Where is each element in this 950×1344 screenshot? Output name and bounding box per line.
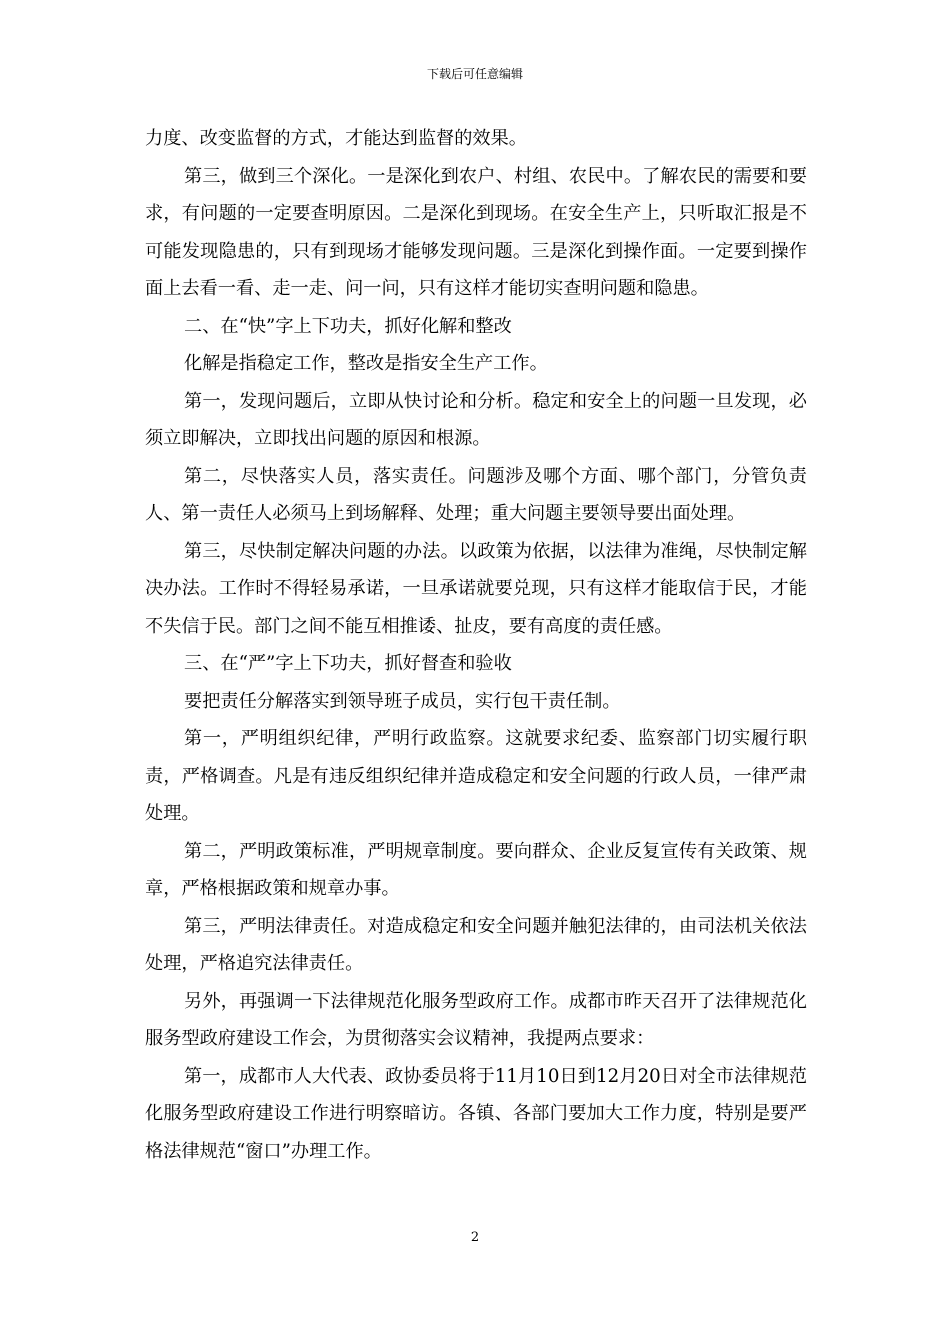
page-header: 下载后可任意编辑 bbox=[426, 67, 523, 81]
paragraph: 第三，做到三个深化。一是深化到农户、村组、农民中。了解农民的需要和要求，有问题的一定要查明原因。二是深化到现场。在安全生产上，只听取汇报是不可能发现隐患的，只有到现场才能够发现问题。三是深化到操作面。一定要到操作面上去看一看、走一走、问一问，只有这样才能切实查明问题和隐患。 bbox=[145, 165, 807, 299]
paragraph: 第三，尽快制定解决问题的办法。以政策为依据，以法律为准绳，尽快制定解决办法。工作时不得轻易承诺，一旦承诺就要兑现，只有这样才能取信于民，才能不失信于民。部门之间不能互相推诿、扯皮，要有高度的责任感。 bbox=[145, 540, 807, 637]
section-heading: 二、在“快”字上下功夫，抓好化解和整改 bbox=[184, 315, 512, 337]
paragraph: 第二，尽快落实人员，落实责任。问题涉及哪个方面、哪个部门，分管负责人、第一责任人必须马上到场解释、处理；重大问题主要领导要出面处理。 bbox=[145, 465, 807, 524]
paragraph: 第一，成都市人大代表、政协委员将于11月10日到12月20日对全市法律规范化服务型政府建设工作进行明察暗访。各镇、各部门要加大工作力度，特别是要严格法律规范“窗口”办理工作。 bbox=[145, 1065, 807, 1162]
document-body bbox=[145, 120, 807, 1170]
paragraph-continuation: 力度、改变监督的方式，才能达到监督的效果。 bbox=[145, 128, 527, 149]
paragraph: 要把责任分解落实到领导班子成员，实行包干责任制。 bbox=[184, 690, 621, 712]
paragraph: 第一，发现问题后，立即从快讨论和分析。稳定和安全上的问题一旦发现，必须立即解决，立即找出问题的原因和根源。 bbox=[145, 390, 807, 449]
page-number: 2 bbox=[470, 1230, 480, 1245]
paragraph: 第二，严明政策标准，严明规章制度。要向群众、企业反复宣传有关政策、规章，严格根据政策和规章办事。 bbox=[145, 840, 807, 899]
paragraph: 第三，严明法律责任。对造成稳定和安全问题并触犯法律的，由司法机关依法处理，严格追究法律责任。 bbox=[145, 915, 807, 974]
paragraph: 第一，严明组织纪律，严明行政监察。这就要求纪委、监察部门切实履行职责，严格调查。凡是有违反组织纪律并造成稳定和安全问题的行政人员，一律严肃处理。 bbox=[145, 728, 807, 824]
paragraph: 另外，再强调一下法律规范化服务型政府工作。成都市昨天召开了法律规范化服务型政府建设工作会，为贯彻落实会议精神，我提两点要求： bbox=[145, 990, 807, 1049]
paragraph: 化解是指稳定工作，整改是指安全生产工作。 bbox=[184, 353, 548, 374]
section-heading: 三、在“严”字上下功夫，抓好督查和验收 bbox=[184, 653, 512, 674]
